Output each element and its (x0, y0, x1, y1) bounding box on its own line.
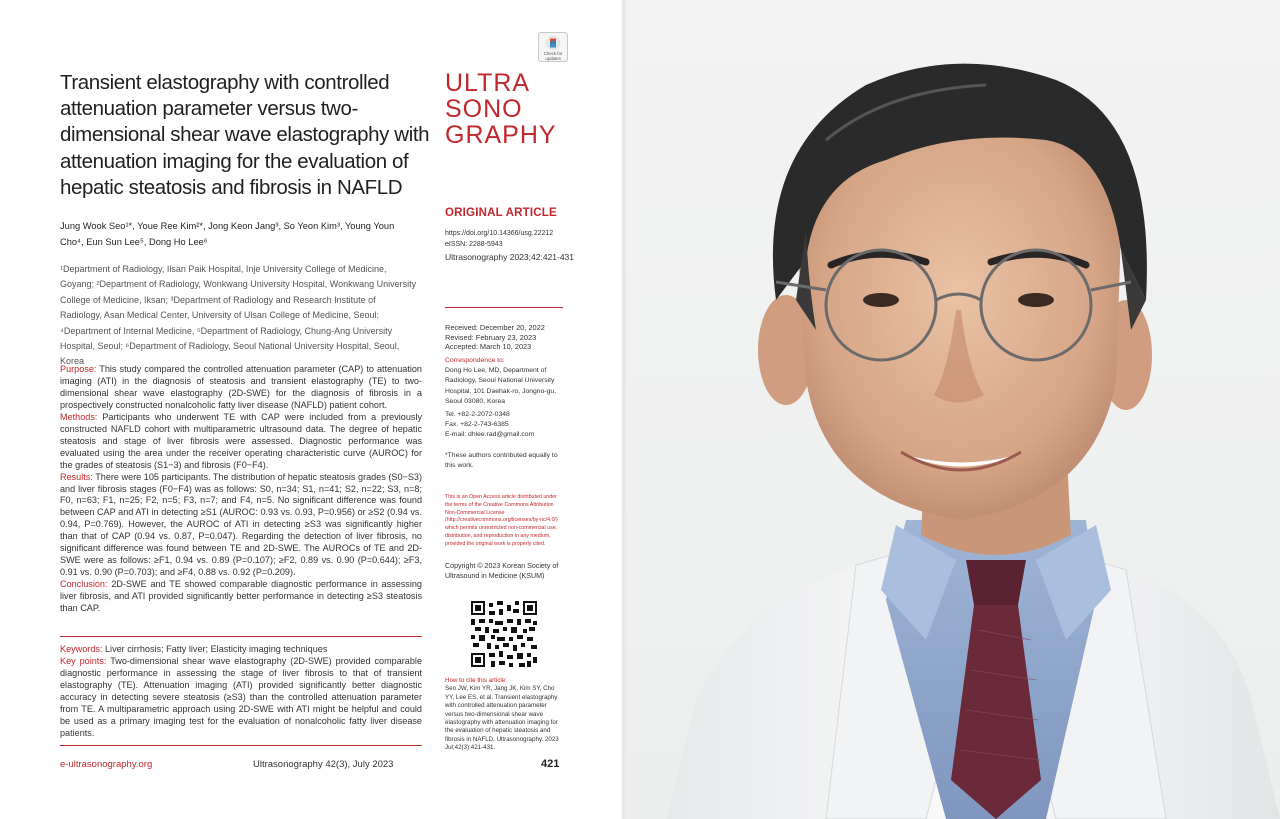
keywords-text: Liver cirrhosis; Fatty liver; Elasticity imaging techniques (105, 644, 328, 654)
results-text: There were 105 participants. The distribution of hepatic steatosis grades (S0−S3) and liver fibrosis stages (F0−F4) was as follows: S0, n=34; S1, n=41; S2, n=22; S3, n=8; F0, n=63; F1, n=25; F2, n=5; F3, n=7; and F4, n=5. No significant difference was found between CAP and ATI in detecting ≥S1 (AUROC: 0.93 vs. 0.93, P=0.956) or ≥S2 (0.94 vs. 0.94, P=0.769). However, the AUROC of ATI in detecting ≥S3 was significantly higher than that of CAP (0.94 vs. 0.87, P=0.047). Regarding the detection of liver fibrosis, no significant difference was found between TE and 2D-SWE. The AUROCs of TE and 2D-SWE were as follows: ≥F1, 0.94 vs. 0.89 (P=0.107); ≥F2, 0.89 vs. 0.90 (P=0.644); ≥F3, 0.91 vs. 0.90 (P=0.703); and ≥F4, 0.88 vs. 0.92 (P=0.209). (60, 471, 422, 578)
page-number: 421 (541, 758, 560, 770)
portrait-illustration (626, 0, 1280, 819)
key-points-text: Two-dimensional shear wave elastography (2D-SWE) provided comparable diagnostic performance in assessing the stage of liver fibrosis to that of transient elastography (TE). Attenuation imaging (ATI) provided significantly better diagnostic accuracy in detecting severe steatosis (≥S3) than the controlled attenuation parameter from TE. A multiparametric approach using 2D-SWE with ATI might be helpful and could be used as a primary imaging test for the evaluation of nonalcoholic fatty liver disease patients. (60, 655, 423, 738)
issue-info: Ultrasonography 42(3), July 2023 (253, 759, 394, 770)
journal-website-link[interactable]: e-ultrasonography.org (60, 759, 153, 770)
journal-logo-line: GRAPHY (445, 121, 557, 149)
keywords-and-key-points (60, 644, 422, 740)
footer-divider (60, 745, 422, 746)
author-list: Jung Wook Seo¹*, Youe Ree Kim²*, Jong Keon Jang³, So Yeon Kim³, Young Youn Cho⁴, Eun Sun Lee⁵, Dong Ho Lee⁶ (60, 221, 395, 247)
correspondence-tel: Tel. +82-2-2072-0348 (445, 411, 510, 419)
article-type: ORIGINAL ARTICLE (445, 207, 557, 219)
revised-date: Revised: February 23, 2023 (445, 332, 537, 342)
correspondence-fax: Fax. +82-2-743-6385 (445, 421, 509, 429)
doi-block (445, 229, 574, 263)
correspondence-email[interactable]: E-mail: dhlee.rad@gmail.com (445, 431, 535, 439)
methods-text: Participants who underwent TE with CAP were included from a previously constructed NAFLD cohort with multiparametric ultrasound data. The degree of hepatic steatosis and stage of liver fibrosis were assessed. Diagnostic performance was evaluated using the area under the receiver operating characteristic curve (AUROC) for the grades of steatosis (S1−3) and fibrosis (F0−F4). (60, 411, 423, 470)
affiliations: ¹Department of Radiology, Ilsan Paik Hospital, Inje University College of Medicine, Goyang; ²Department of Radiology, Wonkwang University Hospital, Wonkwang University College of Medicine, Iksan; ³Department of Radiology and Research Institute of Radiology, Asan Medical Center, University of Ulsan College of Medicine, Seoul; ⁴Department of Internal Medicine, ⁵Department of Radiology, Chung-Ang University Hospital, Seoul; ⁶Department of Radiology, Seoul National University Hospital, Seoul, Korea (60, 264, 417, 367)
how-to-cite-label: How to cite this article: (445, 677, 507, 684)
license-note: This is an Open Access article distributed under the terms of the Creative Commons Attribution Non-Commercial License (http://creativecommons.org/licenses/by-nc/4.0/) which permits unrestricted non-commercial use, distribution, and reproduction in any medium, provided the original work is properly cited. (445, 494, 558, 547)
article-dates (445, 323, 545, 352)
copyright: Copyright © 2023 Korean Society of Ultrasound in Medicine (KSUM) (445, 562, 559, 580)
author-portrait (626, 0, 1280, 819)
journal-logo-line: SONO (445, 95, 523, 123)
sidebar-divider (445, 307, 563, 308)
eissn: eISSN: 2288-5943 (445, 240, 503, 248)
journal-logo-line: ULTRA (445, 69, 531, 97)
abstract-results (60, 472, 422, 580)
purpose-text: This study compared the controlled attenuation parameter (CAP) to attenuation imaging (ATI) in the diagnosis of steatosis and transient elastography (TE) to two-dimensional shear wave elastography (2D-SWE) for the diagnosis of fibrosis in a prospectively constructed nonalcoholic fatty liver disease (NAFLD) patient cohort. (60, 364, 422, 410)
keywords (60, 644, 422, 656)
how-to-cite-body: Seo JW, Kim YR, Jang JK, Kim SY, Cho YY, Lee ES, et al. Transient elastography with controlled attenuation parameter versus two-dimensional shear wave elastography with attenuation imaging for the evaluation of hepatic steatosis and fibrosis in NAFLD. Ultrasonography. 2023 Jul;42(3):421-431. (445, 685, 559, 752)
correspondence-address: Dong Ho Lee, MD, Department of Radiology, Seoul National University Hospital, 101 Daehak-ro, Jongno-gu, Seoul 03080, Korea (445, 367, 557, 405)
abstract-purpose (60, 364, 422, 412)
how-to-cite (445, 677, 565, 753)
key-points (60, 656, 422, 740)
received-date: Received: December 20, 2022 (445, 323, 545, 332)
keywords-label: Keywords: (60, 644, 103, 654)
short-citation: Ultrasonography 2023;42:421-431 (445, 252, 575, 262)
purpose-label: Purpose: (60, 364, 97, 374)
correspondence (445, 356, 563, 441)
results-label: Results: (60, 471, 93, 482)
equal-contribution-note: *These authors contributed equally to this work. (445, 452, 558, 469)
conclusion-label: Conclusion: (60, 579, 108, 590)
crossmark-icon (546, 36, 560, 50)
journal-logo (445, 70, 575, 148)
abstract (60, 364, 422, 615)
key-points-label: Key points: (60, 655, 107, 666)
accepted-date: Accepted: March 10, 2023 (445, 342, 532, 352)
keywords-divider (60, 636, 422, 637)
article-first-page (0, 0, 622, 819)
doi-link[interactable]: https://doi.org/10.14366/usg.22212 (445, 230, 554, 237)
methods-label: Methods: (60, 411, 98, 422)
conclusion-text: 2D-SWE and TE showed comparable diagnostic performance in assessing liver fibrosis, and ATI provided significantly better performance in detecting ≥S3 steatosis than CAP. (60, 579, 422, 614)
check-for-updates-badge[interactable] (538, 32, 568, 62)
qr-code-icon (471, 601, 537, 667)
abstract-methods (60, 412, 422, 472)
check-for-updates-label: Check for updates (543, 51, 563, 61)
abstract-conclusion (60, 579, 422, 615)
article-title: Transient elastography with controlled attenuation parameter versus two-dimensional shear wave elastography with attenuation imaging for the evaluation of hepatic steatosis and fibrosis in NAFLD (60, 71, 430, 199)
correspondence-label: Correspondence to: (445, 357, 505, 364)
